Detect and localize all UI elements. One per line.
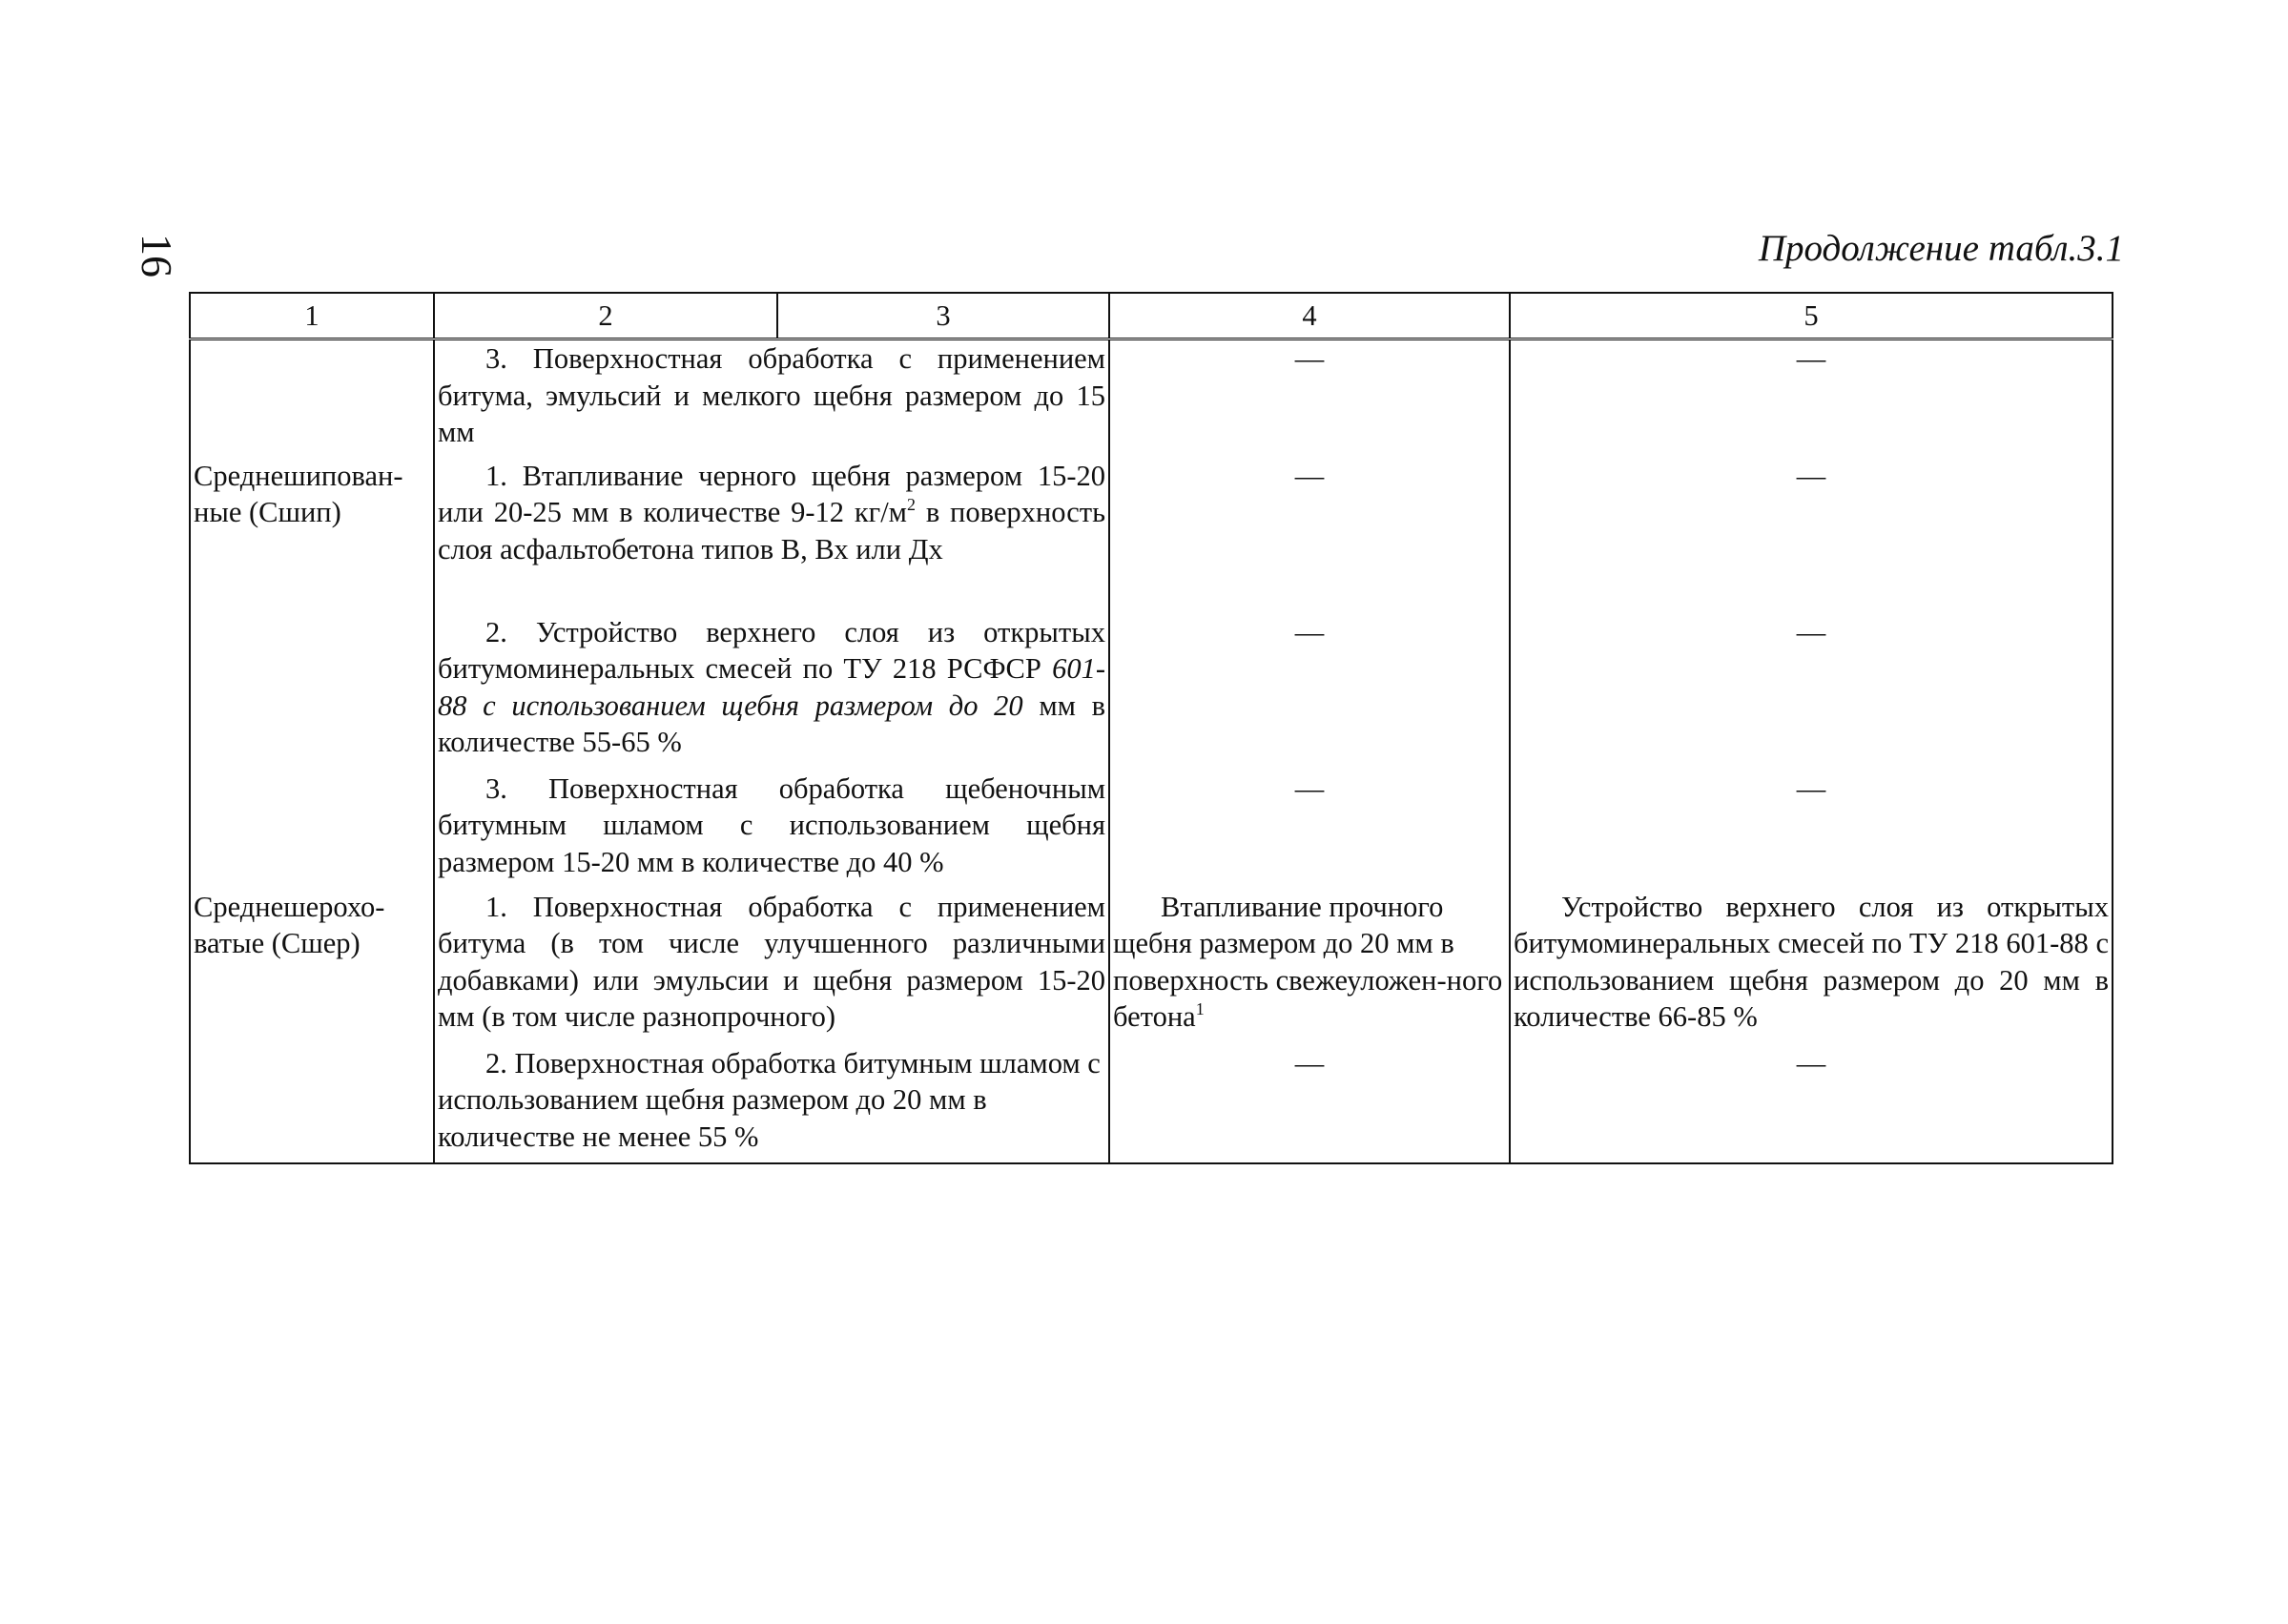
method-cell — [434, 339, 1109, 458]
superscript: 2 — [906, 495, 916, 514]
method-text-italic: 601-88 с использованием щебня размером до 20 — [438, 652, 1105, 722]
table-row — [190, 889, 2113, 1045]
table-continuation-caption: Продолжение табл.3.1 — [1758, 228, 2124, 269]
method-text: 2. Устройство верхнего слоя из открытых битумоминеральных смесей по ТУ 218 РСФСР — [438, 615, 1105, 685]
method-text: 1. Втапливание черного щебня размером 15-20 или 20-25 мм в количестве 9-12 кг/м — [438, 459, 1105, 528]
category-cell — [190, 614, 434, 771]
category-cell: Среднешерохо-ватые (Сшер) — [190, 889, 434, 1045]
header-col-2: 2 — [434, 293, 777, 339]
method-text: 3. Поверхностная обработка щебеночным битумным шламом с использованием щебня размером 15-20 мм в количестве до 40 % — [438, 771, 1105, 878]
table-row — [190, 614, 2113, 771]
method-text-tail: в поверхность слоя асфальтобетона типов В, Вх или Дх — [438, 496, 1105, 565]
table-row — [190, 771, 2113, 889]
footnote-mark: 1 — [1195, 999, 1205, 1018]
method-cell — [434, 889, 1109, 1045]
table-row — [190, 339, 2113, 458]
col4-cell: — — [1109, 1045, 1510, 1163]
category-cell: Среднешипован-ные (Сшип) — [190, 458, 434, 614]
specification-table — [189, 292, 2113, 1164]
method-cell — [434, 1045, 1109, 1163]
col4-cell: — — [1109, 614, 1510, 771]
header-col-4: 4 — [1109, 293, 1510, 339]
col5-cell: — — [1510, 458, 2113, 614]
method-text: 2. Поверхностная обработка битумным шламом с использованием щебня размером до 20 мм в количестве не менее 55 % — [438, 1046, 1101, 1153]
col4-cell: — — [1109, 339, 1510, 458]
header-col-5: 5 — [1510, 293, 2113, 339]
category-cell — [190, 771, 434, 889]
col4-cell: — — [1109, 458, 1510, 614]
page-number: 16 — [133, 234, 181, 278]
method-text: 3. Поверхностная обработка с применением битума, эмульсий и мелкого щебня размером до 15 мм — [438, 342, 1105, 448]
header-col-1: 1 — [190, 293, 434, 339]
col4-cell — [1109, 889, 1510, 1045]
col5-text: Устройство верхнего слоя из открытых битумоминеральных смесей по ТУ 218 601-88 с использованием щебня размером до 20 мм в количестве 66-85 % — [1514, 890, 2109, 1033]
method-cell — [434, 614, 1109, 771]
col5-cell — [1510, 889, 2113, 1045]
table-row — [190, 458, 2113, 614]
method-text: 1. Поверхностная обработка с применением битума (в том числе улучшенного различными добавками) или эмульсии и щебня размером 15-20 мм (в том числе разнопрочного) — [438, 890, 1105, 1033]
col5-cell: — — [1510, 339, 2113, 458]
category-cell — [190, 339, 434, 458]
col5-cell: — — [1510, 771, 2113, 889]
table-row — [190, 1045, 2113, 1163]
category-cell — [190, 1045, 434, 1163]
col5-cell: — — [1510, 1045, 2113, 1163]
col5-cell: — — [1510, 614, 2113, 771]
header-col-3: 3 — [777, 293, 1109, 339]
col4-text: Втапливание прочного щебня размером до 20 мм в поверхность свежеуложен-ного бетона — [1113, 890, 1503, 1033]
method-text-tail: мм в количестве 55-65 % — [438, 689, 1105, 758]
method-cell — [434, 771, 1109, 889]
method-cell — [434, 458, 1109, 614]
col4-cell: — — [1109, 771, 1510, 889]
table-header — [190, 293, 2113, 339]
